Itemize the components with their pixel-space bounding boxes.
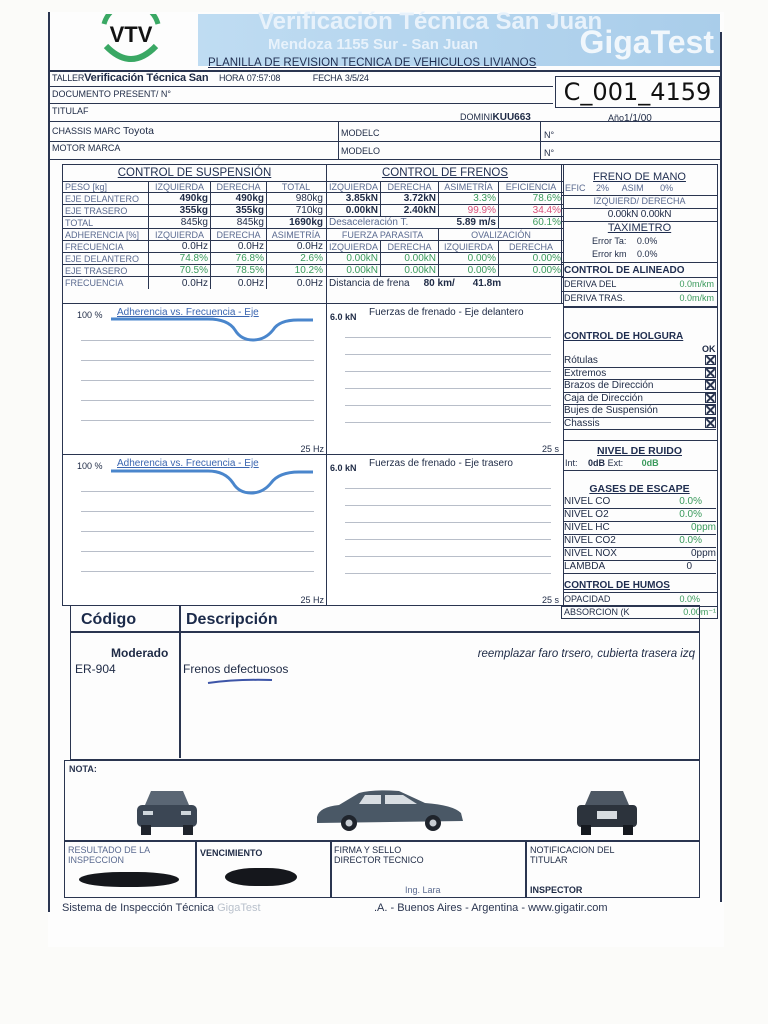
ok-label: OK — [702, 344, 716, 354]
holgura-list — [564, 355, 716, 430]
checked-box-icon[interactable] — [705, 418, 716, 428]
holgura-item: Extremos — [564, 368, 716, 381]
absorcion: ABSORCION (K 0.00m⁻¹ — [564, 607, 716, 617]
svg-text:VTV: VTV — [109, 22, 153, 47]
checked-box-icon[interactable] — [705, 393, 716, 403]
y-axis-max: 100 % — [77, 461, 103, 471]
nota-label: NOTA: — [69, 764, 97, 774]
gas-row: NIVEL HC 0ppm — [564, 522, 716, 533]
vencimiento-label: VENCIMIENTO — [200, 848, 263, 858]
error-ta: Error Ta: 0.0% — [592, 236, 658, 246]
gas-row: NIVEL NOX 0ppm — [564, 548, 716, 559]
nota-box — [64, 760, 700, 842]
modelo-label: MODELC — [341, 128, 380, 138]
pen-underline — [206, 676, 276, 686]
vtv-logo — [96, 14, 166, 66]
deriva-tras: DERIVA TRAS. 0.0m/km — [564, 293, 714, 303]
braking-chart-rear — [326, 454, 564, 606]
numero2-label: N° — [544, 148, 555, 158]
error-km: Error km 0.0% — [592, 249, 658, 259]
firma-label: FIRMA Y SELLO DIRECTOR TECNICO — [334, 845, 424, 865]
inspector-label: INSPECTOR — [530, 885, 583, 895]
modelo2-label: MODELO — [341, 146, 381, 156]
checked-box-icon[interactable] — [705, 405, 716, 415]
documento-label: DOCUMENTO PRESENT/ N° — [52, 89, 171, 99]
suspension-panel — [62, 164, 327, 304]
opacidad: OPACIDAD 0.0% — [564, 594, 700, 604]
col-header: IZQUIERDA — [149, 182, 211, 192]
chart-title: Adherencia vs. Frecuencia - Eje — [117, 307, 259, 318]
taller-field: TALLERVerificación Técnica San HORA 07:57:08 FECHA 3/5/24 — [52, 72, 369, 84]
col-header: TOTAL — [281, 182, 311, 192]
gas-row: NIVEL CO 0.0% — [564, 496, 716, 509]
banner-brand: GigaTest — [579, 24, 714, 60]
ruido-values: Int: 0dB Ext: 0dB — [565, 458, 659, 468]
ruido-title: NIVEL DE RUIDO — [597, 445, 682, 457]
table-row: 0.00kN 0.00kN 0.00% 0.00% — [327, 265, 563, 277]
gases-title: GASES DE ESCAPE — [589, 483, 690, 495]
redacted-expiry — [225, 868, 297, 886]
chart-title: Fuerzas de frenado - Eje trasero — [369, 458, 513, 469]
severity: Moderado — [111, 646, 169, 660]
right-column — [561, 164, 718, 619]
certificate-number-box: C_001_4159 — [555, 76, 720, 108]
y-axis-max: 100 % — [77, 310, 103, 320]
x-axis-max: 25 s — [541, 444, 559, 454]
table-row: FRECUENCIA 0.0Hz 0.0Hz 0.0Hz — [65, 277, 323, 289]
adhesion-curve — [63, 455, 325, 605]
gas-row: LAMBDA 0 — [564, 561, 716, 574]
adhesion-curve — [63, 304, 325, 454]
defect-description: Frenos defectuosos — [183, 662, 289, 676]
table-row: 0.00kN 2.40kN 99.9% 34.4% — [327, 205, 563, 217]
handbrake-sides: IZQUIERD/ DERECHA — [593, 196, 686, 206]
defect-code: ER-904 — [75, 662, 116, 676]
redacted-result — [79, 872, 179, 887]
brakes-title: CONTROL DE FRENOS — [381, 167, 509, 179]
resultado-label: RESULTADO DE LA INSPECCION — [68, 845, 150, 865]
table-row: 0.00kN 0.00kN 0.00% 0.00% — [327, 253, 563, 265]
signature-row — [64, 840, 700, 898]
car-rear-icon — [571, 785, 643, 837]
inspection-sheet — [48, 8, 724, 947]
taximetro-title: TAXIMETRO — [607, 222, 672, 234]
form-title: PLANILLA DE REVISION TECNICA DE VEHICULOS LIVIANOS — [208, 57, 537, 69]
holgura-item: Chassis — [564, 418, 716, 431]
table-row: ADHERENCIA [%] IZQUIERDA DERECHA ASIMETRÍA — [63, 229, 326, 241]
motor-label: MOTOR MARCA — [52, 143, 121, 153]
holgura-item: Bujes de Suspensión — [564, 405, 716, 418]
col-header: PESO [kg] — [63, 182, 149, 192]
checked-box-icon[interactable] — [705, 355, 716, 365]
gas-row: NIVEL O2 0.0% — [564, 509, 716, 522]
brakes-panel: CONTROL DE FRENOS IZQUIERDA DERECHA ASIMETRÍA EFICIENCIA 3.85kN 3.72kN 3.3% 78.6% 0.00kN 2.40kN 99.9% 34.4% Desaceleración T. 5.89 m/s 60.1% FUERZA PARASITA OVALIZACIÓN IZQUIERDA DERECHA IZQUIERDA DERECHA 0.00kN 0.00kN 0.00% 0.00% 0.00kN 0.00kN 0.00% 0.00% Distancia de frena 80 km/ 41.8m — [326, 164, 564, 304]
handbrake-efic: EFIC 2% ASIM 0% — [565, 183, 674, 193]
holgura-item: Brazos de Dirección — [564, 380, 716, 393]
humos-title: CONTROL DE HUMOS — [564, 580, 670, 591]
adhesion-chart-front — [62, 303, 327, 455]
holgura-item: Rótulas — [564, 355, 716, 368]
alineado-title: CONTROL DE ALINEADO — [564, 265, 685, 276]
x-axis-max: 25 Hz — [300, 595, 324, 605]
titular-label: TITULAF — [52, 106, 89, 116]
suspension-title: CONTROL DE SUSPENSIÓN — [117, 167, 272, 179]
chart-title: Fuerzas de frenado - Eje delantero — [369, 307, 524, 318]
defect-note: reemplazar faro trsero, cubierta trasera izq — [477, 648, 695, 660]
chart-title: Adherencia vs. Frecuencia - Eje — [117, 458, 259, 469]
code-header: Código — [81, 611, 137, 628]
numero-label: N° — [544, 130, 555, 140]
table-row: EJE TRASERO 355kg 355kg 710kg — [63, 205, 326, 217]
table-row: FRECUENCIA 0.0Hz 0.0Hz 0.0Hz — [63, 241, 326, 253]
anio-field: Año1/1/00 — [608, 113, 652, 124]
checked-box-icon[interactable] — [705, 380, 716, 390]
checked-box-icon[interactable] — [705, 368, 716, 378]
table-row: EJE TRASERO 70.5% 78.5% 10.2% — [63, 265, 326, 277]
holgura-title: CONTROL DE HOLGURA — [564, 331, 684, 342]
car-front-icon — [131, 785, 203, 837]
defects-table — [70, 605, 700, 760]
notificacion-label: NOTIFICACION DEL TITULAR — [530, 845, 615, 865]
description-header: Descripción — [186, 611, 278, 628]
y-axis-max: 6.0 kN — [330, 463, 357, 473]
x-axis-max: 25 Hz — [300, 444, 324, 454]
col-header: DERECHA — [211, 182, 267, 192]
table-row: EJE DELANTERO 490kg 490kg 980kg — [63, 193, 326, 205]
y-axis-max: 6.0 kN — [330, 312, 357, 322]
holgura-item: Caja de Dirección — [564, 393, 716, 406]
chassis-field: CHASSIS MARC Toyota — [52, 125, 154, 137]
gases-list — [564, 496, 716, 574]
deceleration-row: Desaceleración T. 5.89 m/s 60.1% — [329, 217, 561, 228]
car-side-icon — [313, 787, 468, 835]
adhesion-chart-rear — [62, 454, 327, 606]
subheader-row: FUERZA PARASITA OVALIZACIÓN — [327, 229, 563, 241]
braking-distance-row: Distancia de frena 80 km/ 41.8m — [329, 277, 502, 289]
subheader-row: IZQUIERDA DERECHA IZQUIERDA DERECHA — [327, 241, 563, 253]
footer-right: .A. - Buenos Aires - Argentina - www.gigatir.com — [374, 902, 608, 914]
banner-title: Verificación Técnica San Juan — [258, 8, 603, 35]
dominio-field: DOMINIKUU663 — [460, 112, 531, 123]
handbrake-title: FRENO DE MANO — [593, 171, 686, 183]
deriva-del: DERIVA DEL 0.0m/km — [564, 279, 714, 289]
banner-address: Mendoza 1155 Sur - San Juan — [268, 36, 479, 53]
table-row: 3.85kN 3.72kN 3.3% 78.6% — [327, 193, 563, 205]
table-row: EJE DELANTERO 74.8% 76.8% 2.6% — [63, 253, 326, 265]
x-axis-max: 25 s — [541, 595, 559, 605]
table-row: TOTAL 845kg 845kg 1690kg — [63, 217, 326, 229]
firma-name: Ing. Lara — [405, 885, 441, 895]
handbrake-values: 0.00kN 0.00kN — [607, 209, 672, 220]
braking-chart-front — [326, 303, 564, 455]
footer-left: Sistema de Inspección Técnica GigaTest — [62, 902, 261, 914]
gas-row: NIVEL CO2 0.0% — [564, 535, 716, 548]
